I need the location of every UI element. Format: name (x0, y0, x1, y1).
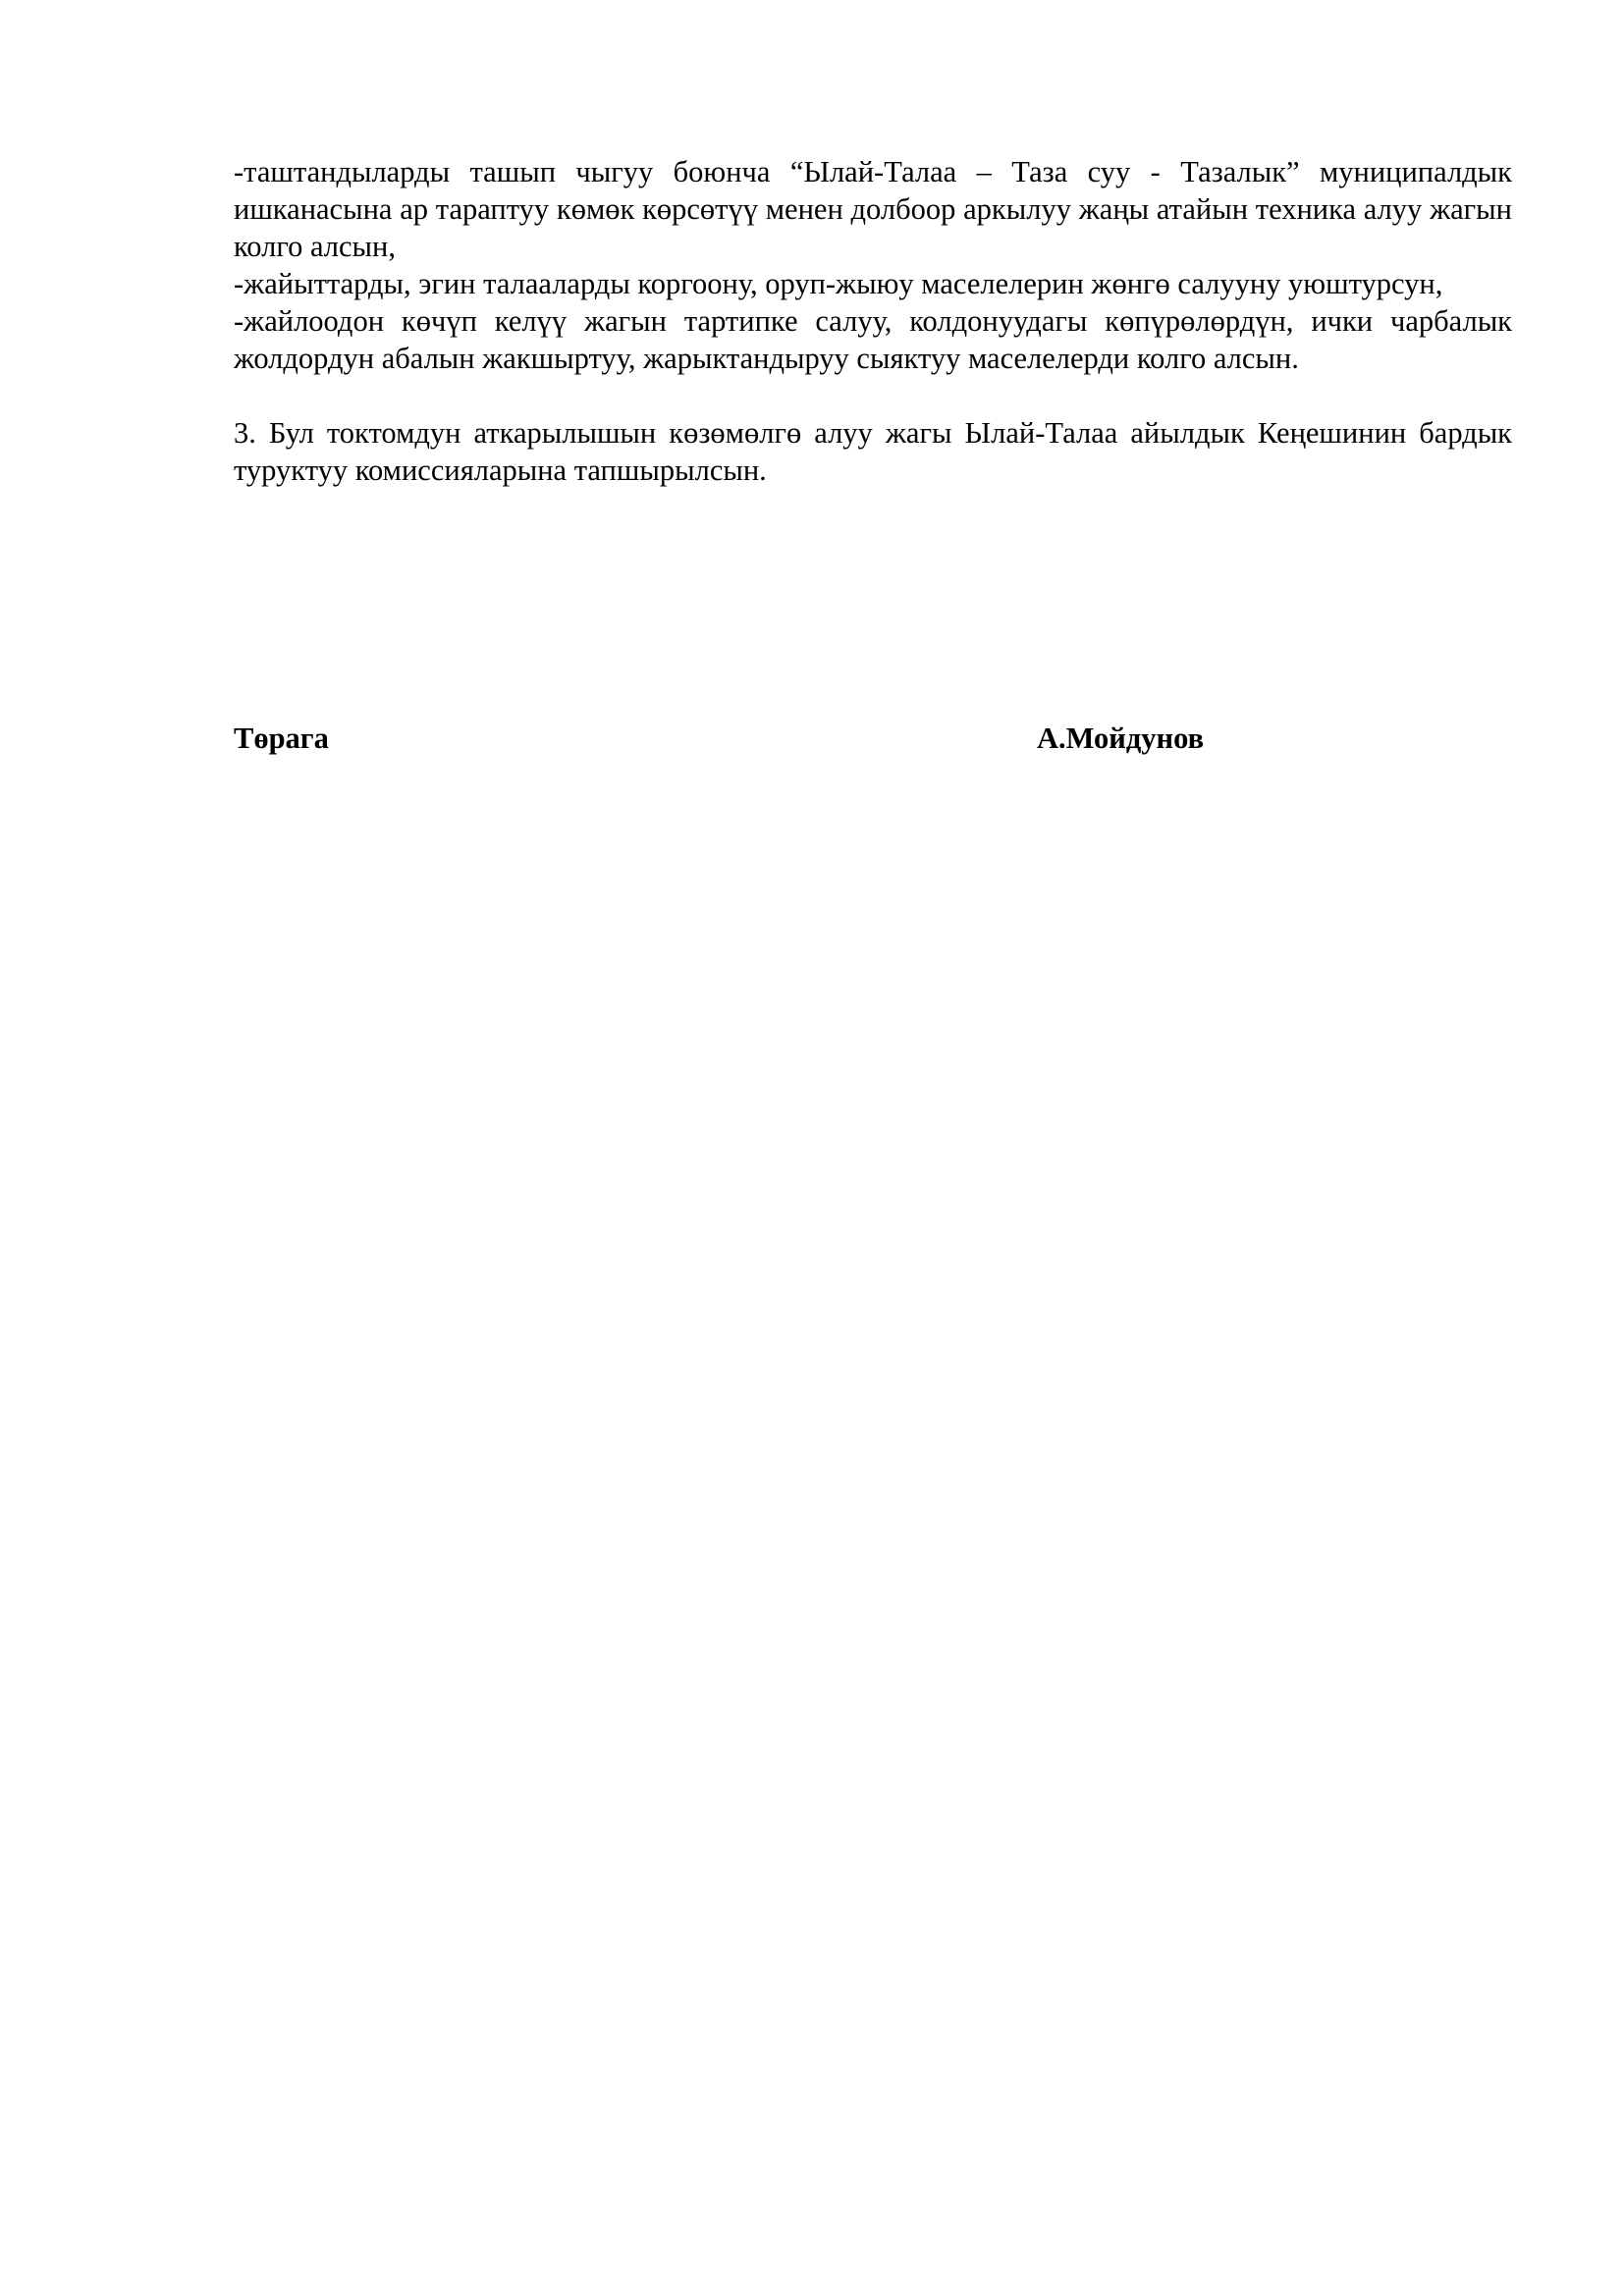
paragraph-control-clause: 3. Бул токтомдун аткарылышын көзөмөлгө алуу жагы Ылай-Талаа айылдык Кеңешинин бардык туруктуу комиссияларына тапшырылсын. (234, 416, 1512, 487)
signature-name: А.Мойдунов (1037, 721, 1205, 755)
paragraph-roads-bridges: -жайлоодон көчүп келүү жагын тартипке салуу, колдонуудагы көпүрөлөрдүн, ички чарбалык жолдордун абалын жакшыртуу, жарыктандыруу сыяктуу маселелерди колго алсын. (234, 304, 1512, 375)
paragraph-waste-removal: -таштандыларды ташып чыгуу боюнча “Ылай-Талаа – Таза суу - Тазалык” муниципалдык ишканасына ар тараптуу көмөк көрсөтүү менен долбоор аркылуу жаңы атайын техника алуу жагын колго алсын, (234, 155, 1512, 263)
paragraph-pastures: -жайыттарды, эгин талааларды коргоону, оруп-жыюу маселелерин жөнгө салууну уюштурсун, (234, 267, 1443, 300)
signature-title: Төрага (234, 721, 329, 755)
paragraph-spacer (234, 377, 1512, 414)
document-body (234, 153, 1512, 489)
